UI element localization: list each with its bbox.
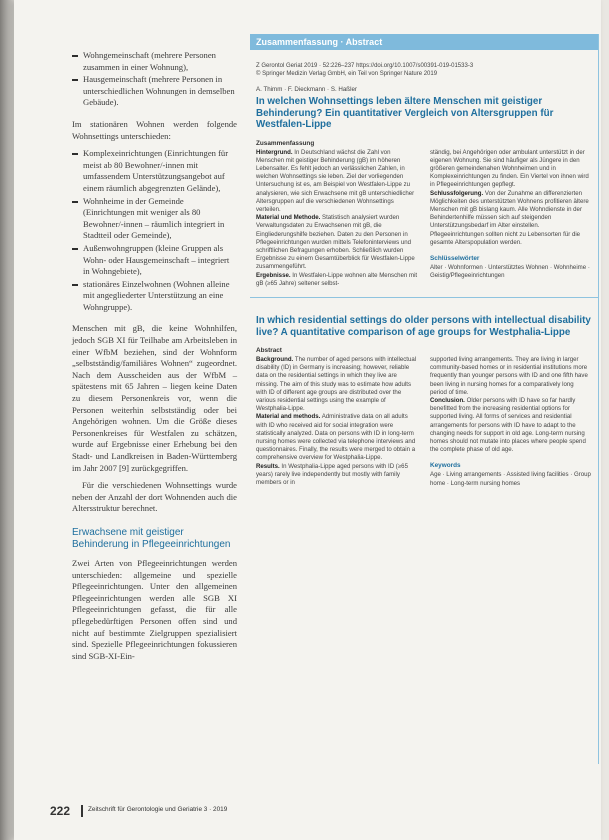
title-german: In welchen Wohnsettings leben ältere Menschen mit geistiger Behinderung? Ein quantitativer Vergleich von Altersgruppen für Westfalen-Lippe — [256, 96, 554, 130]
citation-line: Z Gerontol Geriat 2019 · 52:226–237 https://doi.org/10.1007/s00391-019-01533-3 — [256, 63, 474, 69]
abstract-paragraph: Schlussfolgerung. Von der Zunahme an differenzierten Möglichkeiten des unterstützten Wohnens profitieren ältere Menschen mit gB bislang kaum. Alle Wohndienste in der Behindertenhilfe müssen sich auf steigenden Unterstützungsbedarf im Alter einstellen. Pflegeeinrichtungen sollten nicht zu Lebensorten für die gesamte Alterspopulation werden. — [430, 189, 589, 246]
abstract-paragraph: ständig, bei Angehörigen oder ambulant unterstützt in der eigenen Wohnung. Sie sind häufiger als Jüngere in den größeren gemeindenahen Wohnheimen und in Komplexeinrichtungen zu finden. Ein Viertel von ihnen wird in Pflegeeinrichtungen gepflegt. — [430, 148, 589, 189]
summary-heading: Zusammenfassung — [256, 139, 315, 147]
abstract-columns — [256, 356, 592, 488]
abstract-column-1 — [256, 356, 418, 488]
paragraph: Für die verschiedenen Wohnsettings wurde neben der Anzahl der dort Wohnenden auch die Altersstruktur berechnet. — [72, 480, 237, 514]
journal-name: Zeitschrift für Gerontologie und Geriatrie 3 · 2019 — [88, 806, 228, 813]
list-item: Komplexeinrichtungen (Einrichtungen für meist ab 80 Bewohner/-innen mit umfassendem Unterstützungsangebot auf einem räumlich abgegrenzten Gelände), — [72, 148, 237, 194]
top-bullet-list — [72, 50, 237, 109]
abstract-column-2 — [430, 356, 592, 488]
journal-page — [14, 0, 601, 840]
keywords-german: Alter · Wohnformen · Unterstütztes Wohnen · Wohnheime · Geistig/Pflegeeinrichtungen — [430, 263, 590, 280]
list-item: Wohngemeinschaft (mehrere Personen zusammen in einer Wohnung), — [72, 50, 237, 73]
abstract-paragraph: Material und Methode. Statistisch analysiert wurden Verwaltungsdaten zu Erwachsenen mit gB, die Eingliederungshilfe beziehen. Daten zu den Personen in Pflegeeinrichtungen wurden mittels Telefoninterviews und schriftlichen Befragungen erhoben. Schließlich wurden Ergebnisse zu einem Gesamtüberblick für Westfalen-Lippe zusammengeführt. — [256, 214, 415, 271]
abstract-paragraph: Hintergrund. In Deutschland wächst die Zahl von Menschen mit geistiger Behinderung (gB) im höheren Lebensalter. Es fehlt jedoch an verlässlichen Zahlen, in welchen Wohnsettings sie leben. Ziel der vorliegenden Untersuchung ist es, am Beispiel von Westfalen-Lippe zu analysieren, wie sich Erwachsene mit gB unterschiedlicher Altersgruppen auf die verschiedenen Wohnsettings verteilen. — [256, 148, 415, 213]
list-item: Hausgemeinschaft (mehrere Personen in unterschiedlichen Wohnungen in demselben Gebäude). — [72, 74, 237, 109]
footer-divider — [81, 805, 83, 817]
abstract-panel — [250, 34, 599, 764]
english-abstract-section — [256, 312, 592, 488]
abstract-paragraph: Material and methods. Administrative data on all adults with ID who received aid for social integration were statistically analyzed. Data on persons with ID in long-term nursing homes were collected via telephone interviews and questionnaires. Finally, the results were merged to obtain a comprehensive overview for Westphalia-Lippe. — [256, 413, 416, 462]
summary-column-2 — [430, 149, 592, 288]
summary-columns — [256, 149, 592, 288]
page-gutter-shadow — [0, 0, 14, 840]
list-item: Wohnheime in der Gemeinde (Einrichtungen mit weniger als 80 Bewohner/-innen – räumlich integriert in Stadtteil oder Gemeinde), — [72, 196, 237, 242]
section-divider — [250, 297, 598, 298]
abstract-paragraph: Ergebnisse. In Westfalen-Lippe wohnen alte Menschen mit gB (≥65 Jahre) seltener selbst- — [256, 271, 418, 287]
list-item: Außenwohngruppen (kleine Gruppen als Wohn- oder Hausgemeinschaft – integriert in Wohngebiete), — [72, 243, 237, 278]
keywords-heading: Keywords — [430, 462, 461, 470]
title-english: In which residential settings do older persons with intellectual disability live? A quantitative comparison of age groups for Westphalia-Lippe — [256, 315, 591, 338]
paragraph-intro: Im stationären Wohnen werden folgende Wohnsettings unterschieden: — [72, 118, 237, 141]
page-number: 222 — [50, 804, 71, 818]
paragraph: Zwei Arten von Pflegeeinrichtungen werden unterschieden: allgemeine und spezielle Pflegeeinrichtungen. Unter den allgemeinen Pflegeeinrichtungen werden alle SGB XI Pflegeeinrichtungen gefasst, die für alle pflegebedürftigen Personen offen sind und nicht auf bestimmte Zielgruppen spezialisiert sind. Spezielle Pflegeeinrichtungen fokussieren sind SGB-XI-Ein- — [72, 557, 237, 661]
stationary-bullet-list — [72, 148, 237, 313]
copyright-line: © Springer Medizin Verlag GmbH, ein Teil von Springer Nature 2019 — [256, 71, 438, 77]
keywords-english: Age · Living arrangements · Assisted living facilities · Group home · Long-term nursing homes — [430, 471, 591, 487]
authors: A. Thimm · F. Dieckmann · S. Haßler — [256, 86, 357, 93]
abstract-paragraph: Conclusion. Older persons with ID have so far hardly benefitted from the increasing residential options for supported living. All forms of services and residential arrangements for persons with ID have to adapt to the changing needs for support in old age. Long-term nursing homes should not mutate into places where people spend the complete phase of old age. — [430, 397, 586, 454]
panel-header: Zusammenfassung · Abstract — [250, 34, 598, 50]
abstract-paragraph: supported living arrangements. They are living in larger community-based homes or in residential institutions more frequently than younger persons with ID and one fifth have been living in nursing homes for a comparatively long period of time. — [430, 356, 588, 396]
section-heading: Erwachsene mit geistiger Behinderung in Pflegeeinrichtungen — [72, 526, 231, 551]
summary-column-1 — [256, 149, 418, 288]
body-text-column — [72, 50, 237, 668]
page-footer — [50, 804, 310, 818]
paragraph: Menschen mit gB, die keine Wohnhilfen, jedoch SGB XI für Teilhabe am Arbeitsleben in einer WfbM beziehen, sind der Wohnform „selbstständig/familiäres Wohnen“ zugeordnet. Nach dem Ausscheiden aus der WfbM – spätestens mit 65 Jahren – liegen keine Daten zu diesem Personenkreis vor, wenn die Personen weiterhin selbstständig oder bei Angehörigen wohnen. Um die Größe dieses Personenkreises für Westfalen zu schätzen, wurde auf Ergebnisse einer Erhebung bei den Stadt- und Landkreisen in Baden-Württemberg im Jahr 2007 [9] zurückgegriffen. — [72, 323, 237, 473]
keywords-heading: Schlüsselwörter — [430, 254, 480, 262]
abstract-paragraph: Results. In Westphalia-Lippe aged persons with ID (≥65 years) rarely live independently but mostly with family members or in — [256, 462, 408, 487]
list-item: stationäres Einzelwohnen (Wohnen alleine mit angegliederter Unterstützung an eine Wohngruppe). — [72, 279, 237, 314]
german-summary-section — [256, 62, 592, 288]
abstract-heading: Abstract — [256, 347, 282, 354]
abstract-paragraph: Background. The number of aged persons with intellectual disability (ID) in Germany is increasing; however, reliable data on the residential settings in which they live are missing. The aim of this study was to estimate how adults with ID of different age groups are distributed over the various residential settings using the example of Westphalia-Lippe. — [256, 356, 417, 413]
